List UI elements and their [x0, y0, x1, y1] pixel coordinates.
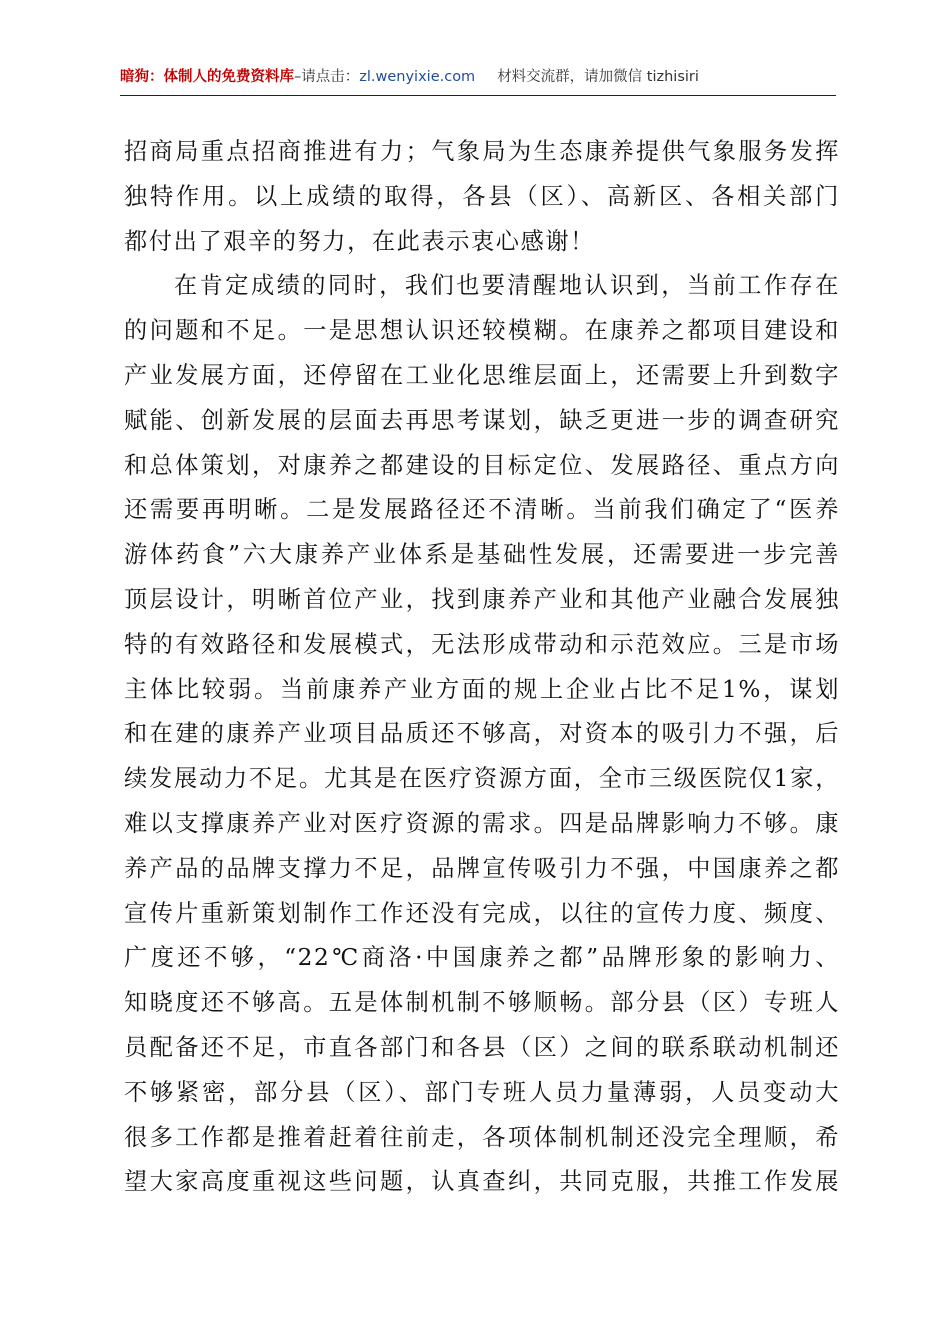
text-line: 在肯定成绩的同时，我们也要清醒地认识到，当前工作存在 — [174, 272, 840, 300]
header-url-link[interactable]: zl.wenyixie.com — [359, 69, 476, 85]
text-line: 宣传片重新策划制作工作还没有完成，以往的宣传力度、频度、 — [124, 899, 840, 927]
text-line: 和在建的康养产业项目品质还不够高，对资本的吸引力不强，后 — [124, 720, 840, 748]
text-line: 的问题和不足。一是思想认识还较模糊。在康养之都项目建设和 — [124, 317, 840, 345]
paragraph-1 — [124, 130, 840, 264]
text-line: 广度还不够，“22℃商洛·中国康养之都”品牌形象的影响力、 — [124, 944, 840, 972]
text-line: 主体比较弱。当前康养产业方面的规上企业占比不足1%，谋划 — [124, 675, 840, 703]
text-line: 产业发展方面，还停留在工业化思维层面上，还需要上升到数字 — [124, 361, 840, 389]
header-prompt: –请点击： — [294, 69, 360, 85]
text-line: 难以支撑康养产业对医疗资源的需求。四是品牌影响力不够。康 — [124, 809, 840, 837]
text-line: 很多工作都是推着赶着往前走，各项体制机制还没完全理顺，希 — [124, 1123, 840, 1151]
text-line: 都付出了艰辛的努力，在此表示衷心感谢！ — [124, 227, 595, 255]
text-line: 员配备还不足，市直各部门和各县（区）之间的联系联动机制还 — [124, 1033, 840, 1061]
text-line: 赋能、创新发展的层面去再思考谋划，缺乏更进一步的调查研究 — [124, 406, 840, 434]
page-header — [120, 66, 836, 96]
text-line: 养产品的品牌支撑力不足，品牌宣传吸引力不强，中国康养之都 — [124, 854, 840, 882]
text-line: 独特作用。以上成绩的取得，各县（区）、高新区、各相关部门 — [124, 182, 840, 210]
text-line: 招商局重点招商推进有力；气象局为生态康养提供气象服务发挥 — [124, 138, 840, 165]
text-line: 顶层设计，明晰首位产业，找到康养产业和其他产业融合发展独 — [124, 585, 840, 613]
text-line: 续发展动力不足。尤其是在医疗资源方面，全市三级医院仅1家， — [124, 765, 840, 793]
text-line: 特的有效路径和发展模式，无法形成带动和示范效应。三是市场 — [124, 630, 840, 658]
header-brand: 暗狗：体制人的免费资料库 — [120, 69, 294, 85]
document-body — [124, 130, 840, 1205]
text-line: 不够紧密，部分县（区）、部门专班人员力量薄弱，人员变动大 — [124, 1078, 840, 1106]
header-contact: 材料交流群，请加微信 tizhisiri — [497, 69, 699, 85]
paragraph-2 — [124, 264, 840, 1205]
text-line: 望大家高度重视这些问题，认真查纠，共同克服，共推工作发展 — [124, 1168, 840, 1196]
text-line: 游体药食”六大康养产业体系是基础性发展，还需要进一步完善 — [124, 541, 840, 569]
text-line: 知晓度还不够高。五是体制机制不够顺畅。部分县（区）专班人 — [124, 989, 840, 1017]
text-line: 和总体策划，对康养之都建设的目标定位、发展路径、重点方向 — [124, 451, 840, 479]
text-line: 还需要再明晰。二是发展路径还不清晰。当前我们确定了“医养 — [124, 496, 840, 524]
